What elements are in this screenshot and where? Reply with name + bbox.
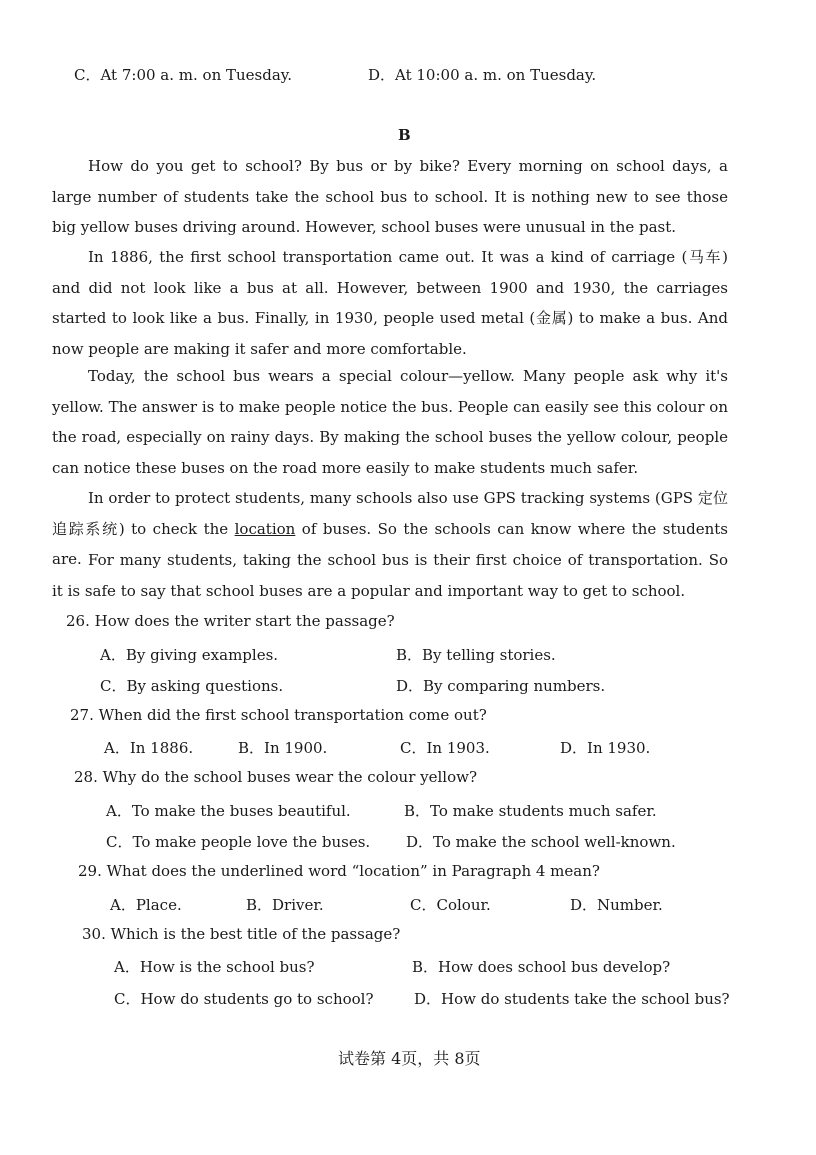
passage-paragraph-2: In 1886, the first school transportation came out. It was a kind of carriage (马车) and did not look like a bus at all. However, between 1900 and 1930, the carriages started to look like a bus. Finally, in 1930, people used metal (金属) to make a bus. And now people are making it safer and more comfortable. — [52, 248, 728, 358]
question-28-option-b: B．To make students much safer. — [404, 802, 657, 820]
question-27-option-b: B．In 1900. — [238, 739, 328, 757]
question-26-option-b: B．By telling stories. — [396, 646, 556, 664]
question-27-option-d: D．In 1930. — [560, 739, 651, 757]
question-26-option-d: D．By comparing numbers. — [396, 677, 606, 695]
underlined-word-location: location — [234, 519, 296, 538]
question-27-stem: 27. When did the first school transportation come out? — [70, 706, 487, 724]
option-prev-d: D．At 10:00 a. m. on Tuesday. — [368, 66, 597, 84]
question-26-stem: 26. How does the writer start the passage? — [66, 612, 395, 630]
question-28-option-d: D．To make the school well-known. — [406, 833, 676, 851]
question-30-option-d: D．How do students take the school bus? — [414, 990, 730, 1008]
question-28-option-c: C．To make people love the buses. — [106, 833, 371, 851]
question-30-option-b: B．How does school bus develop? — [412, 958, 671, 976]
question-30-option-a: A．How is the school bus? — [114, 958, 315, 976]
option-prev-c: C．At 7:00 a. m. on Tuesday. — [74, 66, 293, 84]
question-26-option-c: C．By asking questions. — [100, 677, 284, 695]
question-30-stem: 30. Which is the best title of the passage? — [82, 925, 401, 943]
question-26-option-a: A．By giving examples. — [100, 646, 279, 664]
p4-text-after: of buses. So the schools can know where the students are. — [52, 519, 728, 568]
question-27-option-a: A．In 1886. — [104, 739, 194, 757]
passage-paragraph-3: Today, the school bus wears a special colour—yellow. Many people ask why it's yellow. The answer is to make people notice the bus. People can easily see this colour on the road, especially on rainy days. By making the school buses the yellow colour, people can notice these buses on the road more easily to make students much safer. — [52, 367, 728, 477]
passage-paragraph-4 — [52, 483, 728, 568]
question-29-option-a: A．Place. — [110, 896, 182, 914]
page-footer: 试卷第 4页，共 8页 — [338, 1049, 481, 1068]
question-29-option-c: C．Colour. — [410, 896, 491, 914]
passage-paragraph-1: How do you get to school? By bus or by bike? Every morning on school days, a large number of students take the school bus to school. It is nothing new to see those big yellow buses driving around. However, school buses were unusual in the past. — [52, 157, 728, 236]
question-30-option-c: C．How do students go to school? — [114, 990, 374, 1008]
question-28-option-a: A．To make the buses beautiful. — [106, 802, 351, 820]
section-label: B — [398, 126, 411, 144]
question-27-option-c: C．In 1903. — [400, 739, 490, 757]
p4-text-before: In order to protect students, many schools also use GPS tracking systems (GPS 定位追踪系统) to check the — [52, 489, 728, 538]
question-29-option-b: B．Driver. — [246, 896, 324, 914]
question-29-option-d: D．Number. — [570, 896, 663, 914]
question-28-stem: 28. Why do the school buses wear the colour yellow? — [74, 768, 478, 786]
passage-paragraph-5: For many students, taking the school bus is their first choice of transportation. So it is safe to say that school buses are a popular and important way to get to school. — [52, 551, 728, 600]
question-29-stem: 29. What does the underlined word “location” in Paragraph 4 mean? — [78, 862, 600, 880]
